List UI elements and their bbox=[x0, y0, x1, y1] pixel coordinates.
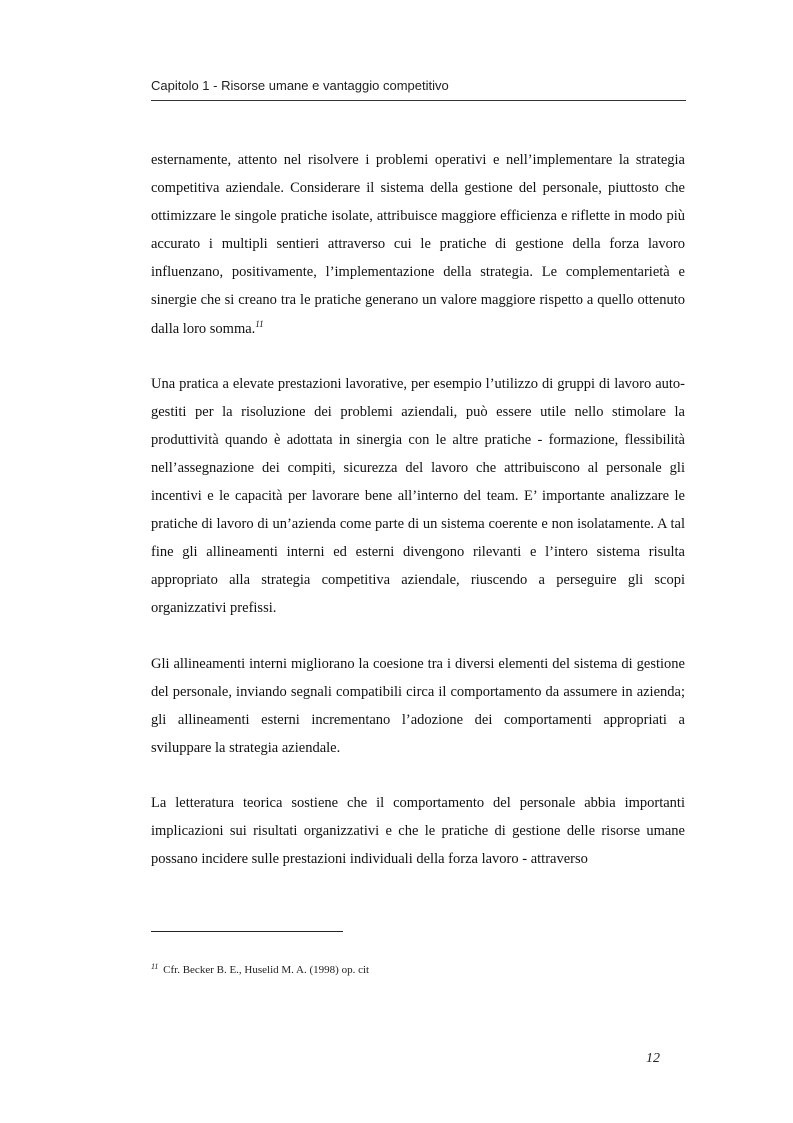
paragraph-1-text: esternamente, attento nel risolvere i problemi operativi e nell’implementare la strategia competitiva aziendale. Considerare il sistema della gestione del personale, piuttosto che ottimizzare le singole pratiche isolate, attribuisce maggiore efficienza e riflette in modo più accurato i multipli sentieri attraverso cui le pratiche di gestione della forza lavoro influenzano, positivamente, l’implementazione della strategia. Le complementarietà e sinergie che si creano tra le pratiche generano un valore maggiore rispetto a quello ottenuto dalla loro somma. bbox=[151, 152, 685, 337]
paragraph-2: Una pratica a elevate prestazioni lavorative, per esempio l’utilizzo di gruppi di lavoro auto-gestiti per la risoluzione dei problemi aziendali, può essere utile nello stimolare la produttività quando è adottata in sinergia con le altre pratiche - formazione, flessibilità nell’assegnazione dei compiti, sicurezza del lavoro che attribuiscono al personale gli incentivi e le capacità per lavorare bene all’interno del team. E’ importante analizzare le pratiche di lavoro di un’azienda come parte di un sistema coerente e non isolatamente. A tal fine gli allineamenti interni ed esterni divengono rilevanti e l’intero sistema risulta appropriato alla strategia competitiva aziendale, riuscendo a perseguire gli scopi organizzativi prefissi. bbox=[151, 375, 685, 617]
footnote-text: Cfr. Becker B. E., Huselid M. A. (1998) op. cit bbox=[163, 964, 370, 976]
header-rule bbox=[151, 100, 686, 101]
footnote-rule bbox=[151, 931, 343, 932]
footnote bbox=[151, 962, 369, 976]
paragraph-1 bbox=[151, 146, 685, 343]
running-header: Capitolo 1 - Risorse umane e vantaggio competitivo bbox=[151, 78, 449, 93]
footnote-mark: 11 bbox=[151, 962, 159, 971]
body-text bbox=[151, 146, 685, 900]
footnote-reference[interactable]: 11 bbox=[255, 318, 264, 329]
paragraph-4: La letteratura teorica sostiene che il comportamento del personale abbia importanti implicazioni sui risultati organizzativi e che le pratiche di gestione delle risorse umane possano incidere sulle prestazioni individuali della forza lavoro - attraverso bbox=[151, 794, 685, 868]
page-number: 12 bbox=[646, 1051, 660, 1066]
paragraph-3: Gli allineamenti interni migliorano la coesione tra i diversi elementi del sistema di gestione del personale, inviando segnali compatibili circa il comportamento da assumere in azienda; gli allineamenti esterni incrementano l’adozione dei comportamenti appropriati a sviluppare la strategia aziendale. bbox=[151, 655, 685, 756]
